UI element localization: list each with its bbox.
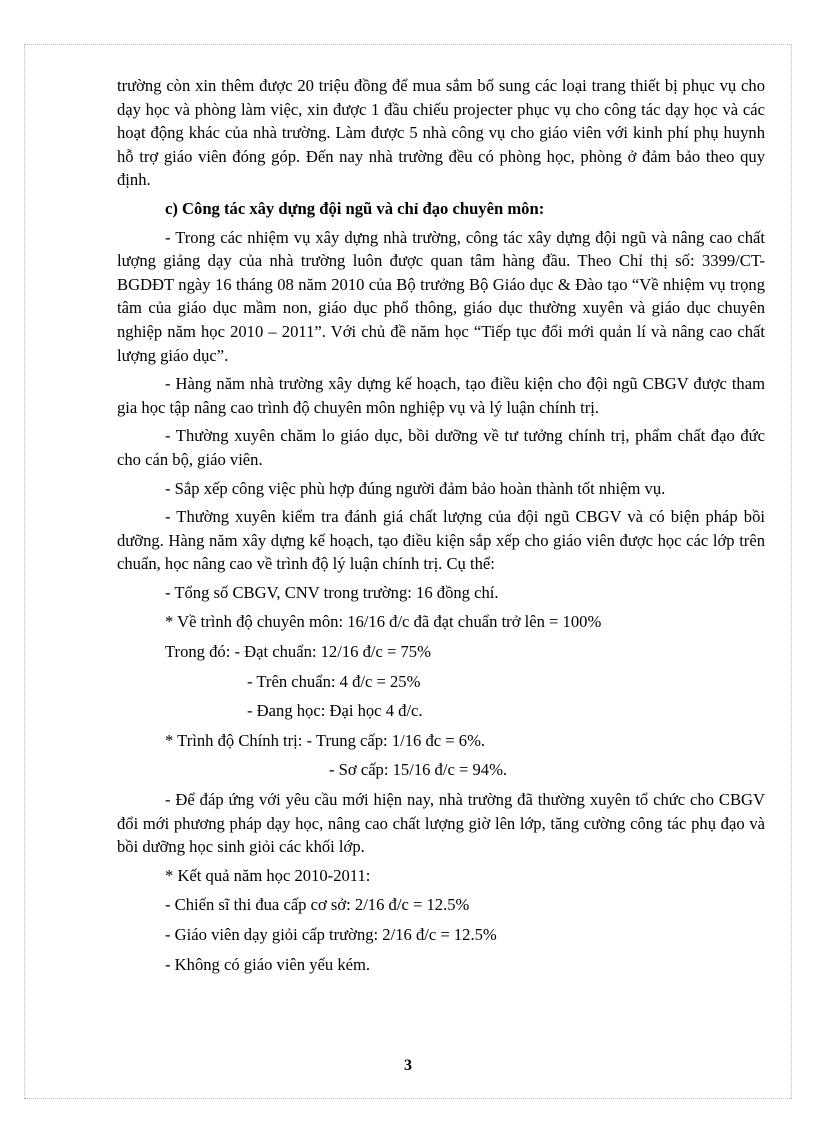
line-results-heading: * Kết quả năm học 2010-2011: xyxy=(165,865,371,885)
paragraph-annual-plan: - Hàng năm nhà trường xây dựng kế hoạch, tạo điều kiện cho đội ngũ CBGV được tham gia học tập nâng cao trình độ chuyên môn nghiệp vụ và lý luận chính trị. xyxy=(117,374,765,417)
section-heading: c) Công tác xây dựng đội ngũ và chỉ đạo chuyên môn: xyxy=(165,198,545,218)
page-border-left xyxy=(24,44,25,1098)
line-politics-elementary: - Sơ cấp: 15/16 đ/c = 94%. xyxy=(329,760,508,780)
document-body xyxy=(117,74,765,982)
line-politics-intermediate: * Trình độ Chính trị: - Trung cấp: 1/16 đc = 6%. xyxy=(165,730,486,750)
page-border-bottom xyxy=(24,1098,792,1099)
paragraph-facilities: trường còn xin thêm được 20 triệu đồng để mua sắm bổ sung các loại trang thiết bị phục vụ cho dạy học và phòng làm việc, xin được 1 đầu chiếu projecter phục vụ cho công tác dạy học và các hoạt động khác của nhà trường. Làm được 5 nhà công vụ cho giáo viên với kinh phí phụ huynh hỗ trợ giáo viên đóng góp. Đến nay nhà trường đều có phòng học, phòng ở đảm bảo theo quy định. xyxy=(117,76,765,190)
page-number: 3 xyxy=(404,1057,412,1074)
paragraph-teaching-innovation: - Để đáp ứng với yêu cầu mới hiện nay, nhà trường đã thường xuyên tổ chức cho CBGV đổi mới phương pháp dạy học, nâng cao chất lượng giờ lên lớp, tăng cường công tác phụ đạo và bồi dưỡng học sinh giỏi các khối lớp. xyxy=(117,790,765,857)
line-above-standard: - Trên chuẩn: 4 đ/c = 25% xyxy=(247,671,421,691)
paragraph-work-arrangement: - Sắp xếp công việc phù hợp đúng người đảm bảo hoàn thành tốt nhiệm vụ. xyxy=(165,478,666,498)
page-border-top xyxy=(24,44,792,45)
paragraph-inspection: - Thường xuyên kiểm tra đánh giá chất lượng của đội ngũ CBGV và có biện pháp bồi dưỡng. Hàng năm xây dựng kế hoạch, tạo điều kiện sắp xếp cho giáo viên được học các lớp trên chuẩn, học nâng cao về trình độ lý luận chính trị. Cụ thể: xyxy=(117,507,765,574)
line-qualification: * Về trình độ chuyên môn: 16/16 đ/c đã đạt chuẩn trở lên = 100% xyxy=(165,612,602,632)
line-emulation: - Chiến sĩ thi đua cấp cơ sở: 2/16 đ/c = 12.5% xyxy=(165,895,470,915)
line-no-weak-teacher: - Không có giáo viên yếu kém. xyxy=(165,954,371,974)
line-good-teacher: - Giáo viên dạy giỏi cấp trường: 2/16 đ/c = 12.5% xyxy=(165,925,497,944)
line-standard: Trong đó: - Đạt chuẩn: 12/16 đ/c = 75% xyxy=(165,642,431,662)
line-studying: - Đang học: Đại học 4 đ/c. xyxy=(247,701,423,721)
paragraph-political-education: - Thường xuyên chăm lo giáo dục, bồi dưỡng về tư tưởng chính trị, phẩm chất đạo đức cho cán bộ, giáo viên. xyxy=(117,426,765,469)
line-total-staff: - Tổng số CBGV, CNV trong trường: 16 đồng chí. xyxy=(165,582,499,602)
page-border-right xyxy=(791,44,792,1098)
paragraph-staff-building: - Trong các nhiệm vụ xây dựng nhà trường, công tác xây dựng đội ngũ và nâng cao chất lượng giảng dạy của nhà trường luôn được quan tâm hàng đầu. Theo Chỉ thị số: 3399/CT-BGDĐT ngày 16 tháng 08 năm 2010 của Bộ trưởng Bộ Giáo dục & Đào tạo “Về nhiệm vụ trọng tâm của giáo dục mầm non, giáo dục phổ thông, giáo dục thường xuyên và giáo dục chuyên nghiệp năm học 2010 – 2011”. Với chủ đề năm học “Tiếp tục đổi mới quản lí và nâng cao chất lượng giáo dục”. xyxy=(117,227,765,365)
